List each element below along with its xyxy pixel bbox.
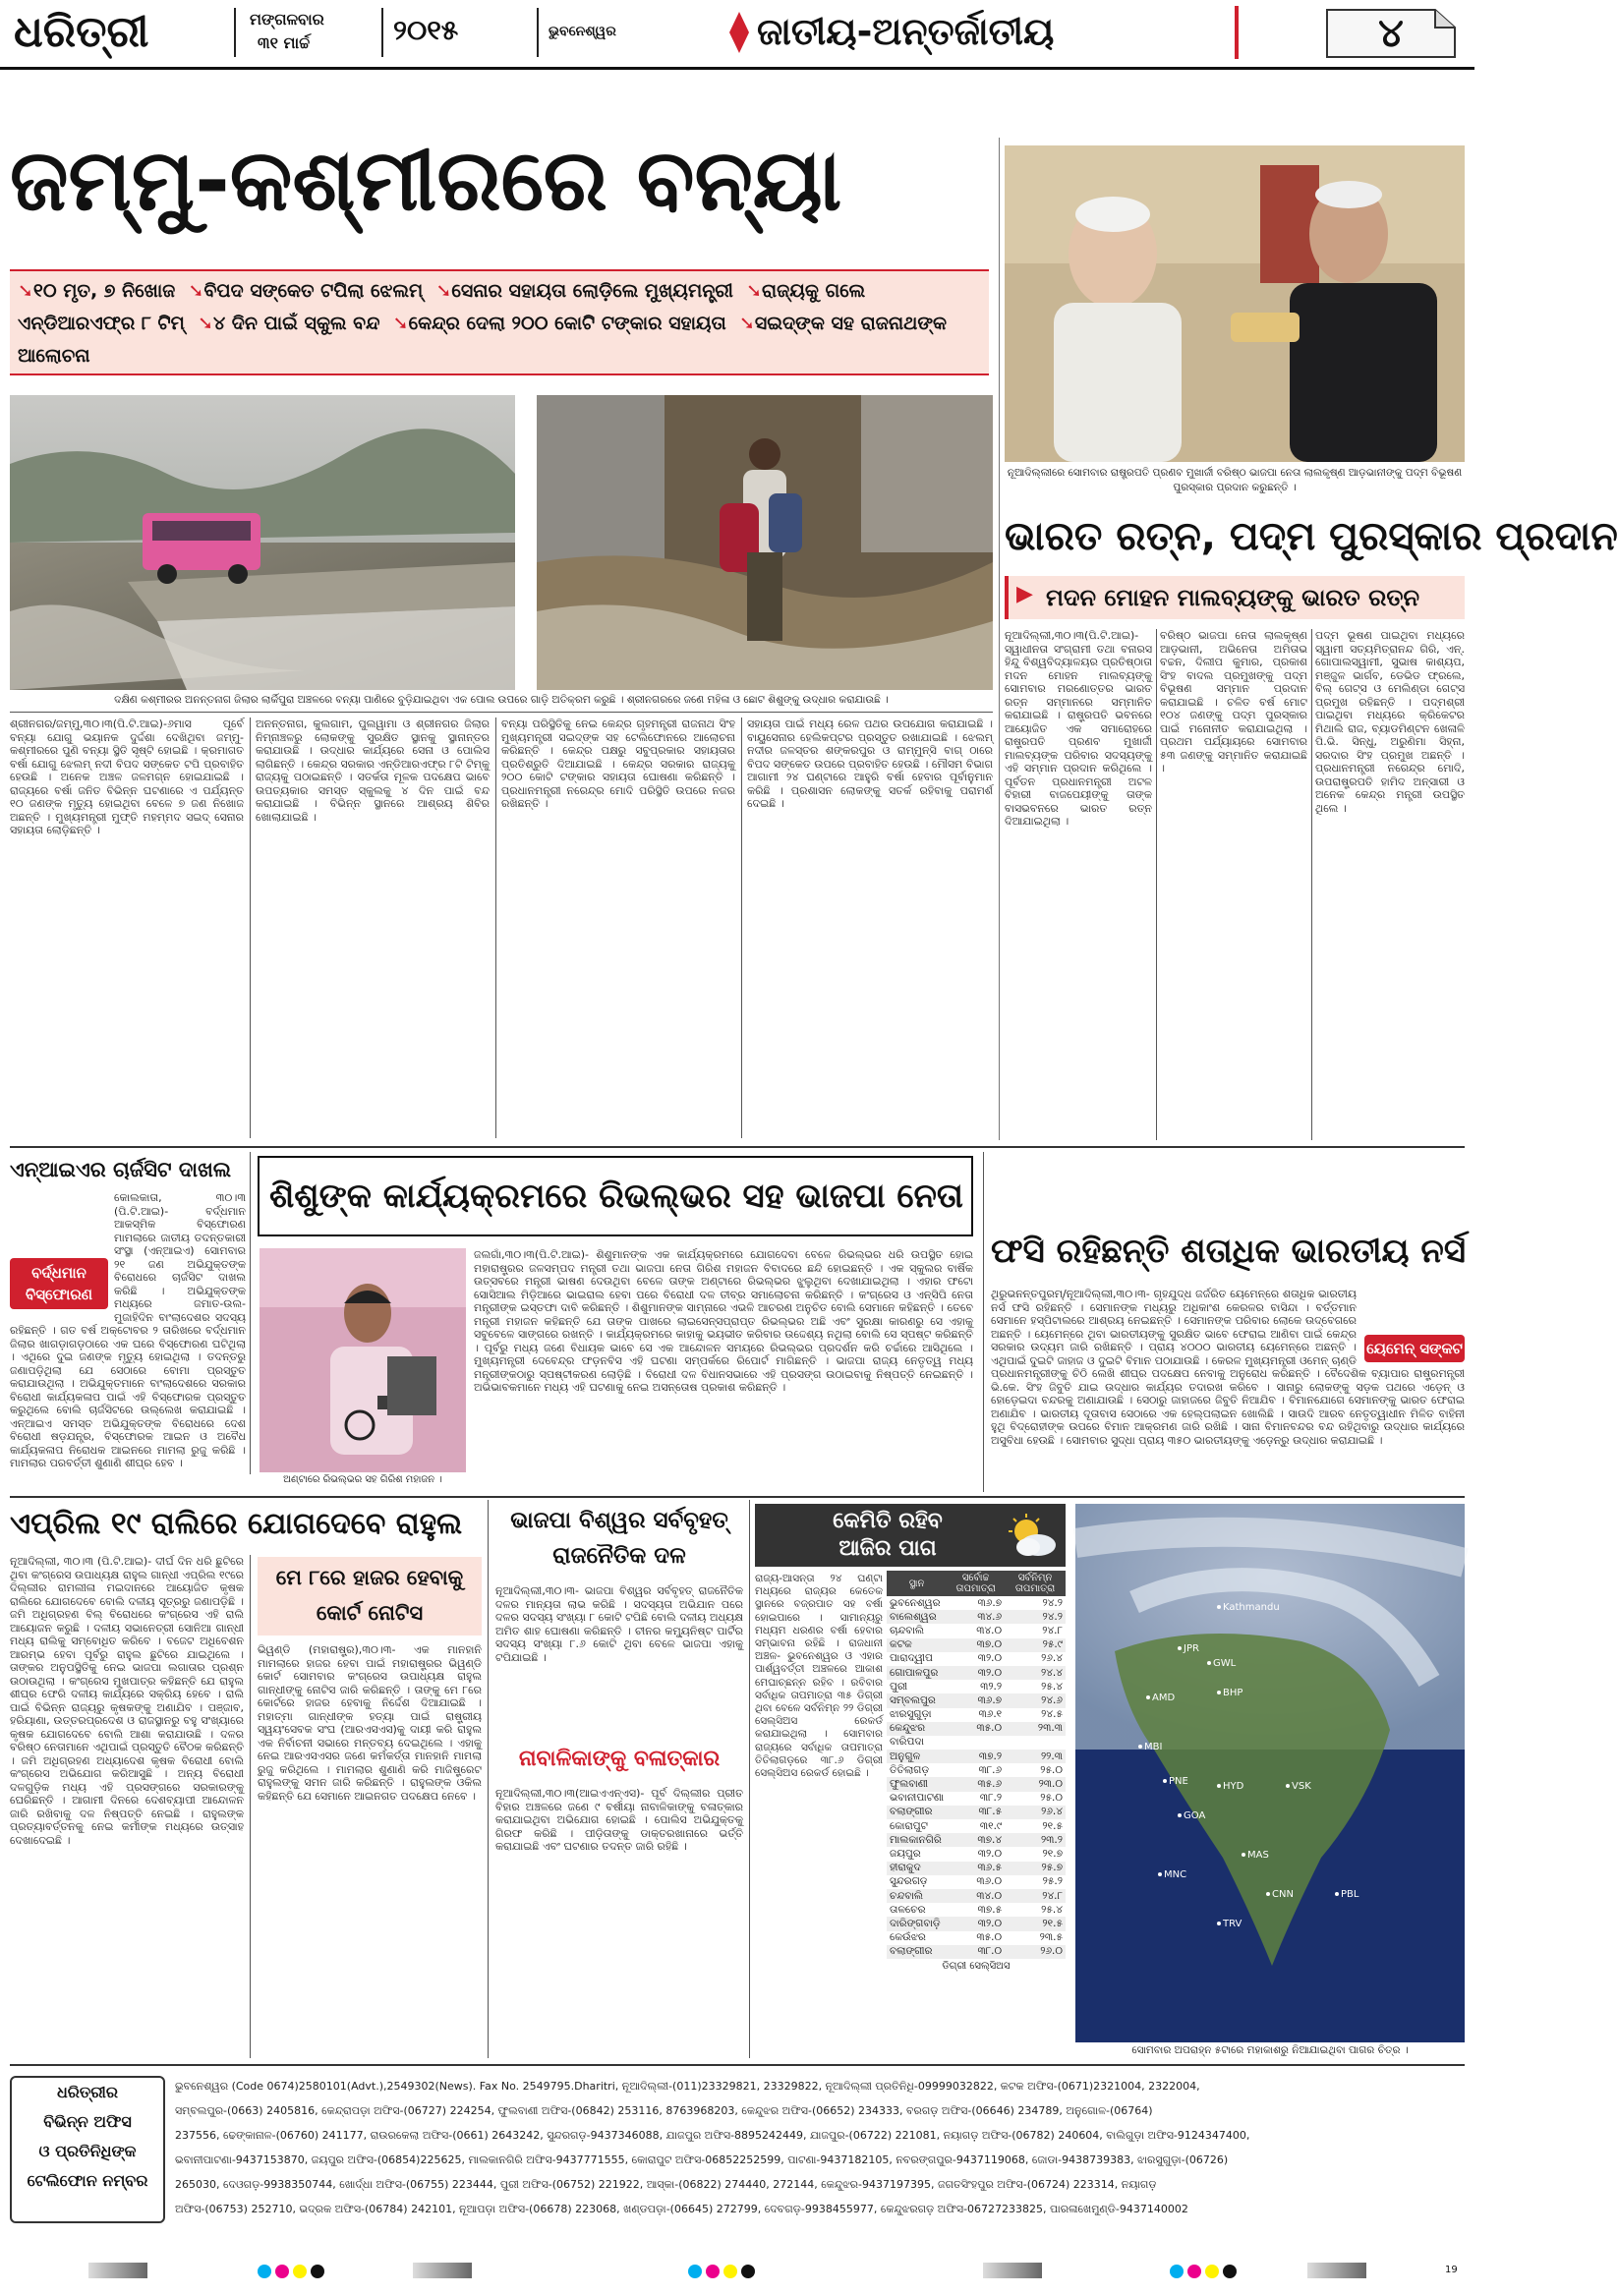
sun-cloud-icon (1007, 1512, 1058, 1559)
masthead-divider-3 (537, 8, 539, 57)
table-cell-min: ୨୬.୪ (1041, 1806, 1063, 1818)
lead-body-col-3: ବନ୍ୟା ପରିସ୍ଥିତିକୁ ନେଇ କେନ୍ଦ୍ର ଗୃହମନ୍ତ୍ରୀ ରାଜନାଥ ସିଂହ ମୁଖ୍ୟମନ୍ତ୍ରୀ ସଇଦ୍‌ଙ୍କ ସହ ଟେଲିଫୋନରେ ଆଲୋଚନା କରିଛନ୍ତି । କେନ୍ଦ୍ର ପକ୍ଷରୁ ସବୁପ୍ରକାର ସହାୟତାର ପ୍ରତିଶ୍ରୁତି ଦିଆଯାଇଛି । କେନ୍ଦ୍ର ସରକାର ରାଜ୍ୟକୁ ୨୦୦ କୋଟି ଟଙ୍କାର ସହାୟତା ଘୋଷଣା କରିଛନ୍ତି । ପ୍ରଧାନମନ୍ତ୍ରୀ ନରେନ୍ଦ୍ର ମୋଦି ପରିସ୍ଥିତି ଉପରେ ନଜର ରଖିଛନ୍ତି । (501, 718, 735, 810)
table-cell-max: ୩୬.୧ (978, 1708, 1003, 1721)
phone-line: ସମ୍ବଲପୁର-(0663) 2405816, କେନ୍ଦ୍ରାପଡ଼ା ଅଫିସ-(06727) 224254, ଫୁଲବାଣୀ ଅଫିସ-(06842) 253116, 8763968203, କେନ୍ଦୁଝର ଅଫିସ-(06652) 234333, ବରଗଡ଼ ଅଫିସ-(06646) 234789, ଅନୁଗୋଳ-(06764) (175, 2104, 1153, 2117)
print-number: 19 (1445, 2265, 1458, 2275)
map-city-dot (1266, 1892, 1270, 1896)
crime-headline: ନାବାଳିକାଙ୍କୁ ବଳାତ୍କାର (518, 1747, 721, 1771)
phone-line: ଭୁବନେଶ୍ୱର (Code 0674)2580101(Advt.),2549302(News). Fax No. 2549795.Dharitri, ନୂଆଦିଲ୍ଲୀ-(011)23329821, 23329822, ନୂଆଦିଲ୍ଲୀ ପ୍ରତିନିଧି-09999032822, କଟକ ଅଫିସ-(0671)2321004, 2322004, (175, 2080, 1200, 2093)
table-cell-max: ୩୮.୫ (978, 1806, 1003, 1818)
table-cell-max: ୩୨.୦ (977, 1666, 1003, 1679)
section-divider-horizontal (10, 1146, 1465, 1148)
table-row (887, 1624, 1066, 1637)
highlight-item: ➘୧୦ ମୃତ, ୭ ନିଖୋଜ (18, 280, 176, 302)
magenta-mark (1187, 2265, 1201, 2278)
advani-photo-caption (1005, 466, 1465, 499)
column-rule (983, 1152, 984, 1492)
lead-headline: ଜମ୍ମୁ-କଶ୍ମୀରରେ ବନ୍ୟା (10, 132, 842, 230)
table-cell-place: ବଲାଙ୍ଗୀର (890, 1806, 933, 1818)
table-row (887, 1666, 1066, 1680)
magenta-mark (706, 2265, 720, 2278)
table-cell-min: ୨୪.୨ (1042, 1610, 1063, 1623)
yellow-mark (293, 2265, 307, 2278)
column-rule (1311, 629, 1312, 1140)
table-row (887, 1847, 1066, 1861)
court-headline-line-2: କୋର୍ଟ ନୋଟିସ (316, 1601, 424, 1625)
advani-caption-text: ନୂଆଦିଲ୍ଲୀରେ ସୋମବାର ରାଷ୍ଟ୍ରପତି ପ୍ରଣବ ମୁଖାର୍ଜୀ ବରିଷ୍ଠ ଭାଜପା ନେତା ଲାଲକୃଷ୍ଣ ଆଡ଼ଭାନୀଙ୍କୁ ପଦ୍ମ ବିଭୂଷଣ ପୁରସ୍କାର ପ୍ରଦାନ କରୁଛନ୍ତି । (1007, 467, 1463, 493)
nurses-body (991, 1288, 1465, 1492)
column-rule (488, 1500, 489, 2058)
map-city-dot (1217, 1605, 1221, 1609)
masthead (0, 0, 1474, 65)
phone-line: 237556, ଢେଙ୍କାନାଳ-(06760) 241177, ରାଉରକେଲା ଅଫିସ-(0661) 2643242, ସୁନ୍ଦରଗଡ଼-9437346088, ଯାଜପୁର ଅଫିସ-8895242449, ଯାଜପୁର-(06722) 221081, ନୟାଗଡ଼ ଅଫିସ-(06782) 240604, ବାଲିଗୁଡ଼ା ଅଫିସ-9124347400, (175, 2129, 1250, 2142)
table-cell-min: ୨୫.୦ (1040, 1763, 1063, 1776)
weather-table (887, 1571, 1066, 2058)
table-row (887, 1903, 1066, 1917)
table-cell-place: ସମ୍ବଲପୁର (890, 1693, 936, 1706)
nurses-headline: ଫସି ରହିଛନ୍ତି ଶତାଧିକ ଭାରତୀୟ ନର୍ସ (991, 1232, 1467, 1271)
table-cell-min: ୨୩.୨ (1040, 1833, 1063, 1846)
map-city-dot (1217, 1922, 1221, 1925)
table-cell-max: ୩୭.୨ (978, 1750, 1003, 1762)
highlight-item: ➘ବିପଦ ସଙ୍କେତ ଟପିଲା ଝେଲମ୍ (188, 280, 424, 302)
highlight-item: ➘୪ ଦିନ ପାଇଁ ସ୍କୁଲ ବନ୍ଦ (198, 313, 380, 334)
table-cell-min: ୨୪.୪ (1040, 1666, 1063, 1679)
table-cell-place: ଭବାନୀପାଟଣା (890, 1792, 945, 1805)
footer-box (10, 2076, 165, 2223)
table-cell-place: କେନ୍ଦୁଝର (890, 1722, 926, 1735)
footer-box-line-1: ଧରିତ୍ରୀର (56, 2083, 119, 2101)
table-cell-place: ଭୁବନେଶ୍ୱର (890, 1596, 941, 1609)
map-city-dot (1178, 1646, 1182, 1650)
table-header-min: ସର୍ବନିମ୍ନ ତାପମାତ୍ରା (1005, 1571, 1066, 1596)
cyan-mark (1170, 2265, 1184, 2278)
crime-body: ନୂଆଦିଲ୍ଲୀ,୩୦।୩(ଆଇଏଏନ୍‌ଏସ)- ପୂର୍ବ ଦିଲ୍ଲୀର ପ୍ରୀତ ବିହାର ଅଞ୍ଚଳରେ ଜଣେ ୯ ବର୍ଷୀୟା ନାବାଳିକାଙ୍କୁ ବଳାତ୍କାର କରାଯାଇଥିବା ଅଭିଯୋଗ ହୋଇଛି । ପୋଲିସ ଅଭିଯୁକ୍ତକୁ ଗିରଫ କରିଛି । ପୀଡ଼ିତାଙ୍କୁ ଡାକ୍ତରଖାନାରେ ଭର୍ତ୍ତି କରାଯାଇଛି ଏବଂ ଘଟଣାର ତଦନ୍ତ ଜାରି ରହିଛି । (495, 1787, 743, 1853)
table-cell-place: ସୁନ୍ଦରଗଡ଼ (890, 1875, 928, 1888)
arrow-icon: ➘ (18, 280, 33, 302)
table-cell-min (1005, 1736, 1066, 1750)
table-cell-max: ୩୭.୫ (977, 1903, 1003, 1916)
map-city-dot (1163, 1779, 1167, 1783)
table-cell-max: ୩୪.୦ (976, 1889, 1003, 1902)
arrow-icon: ➘ (738, 313, 755, 334)
satellite-caption: ସୋମବାର ଅପରାହ୍ନ ୫ଟାରେ ମହାକାଶରୁ ନିଆଯାଇଥିବା ପାଗର ଚିତ୍ର । (1131, 2044, 1409, 2056)
table-cell-max: ୩୬.୫ (977, 1862, 1003, 1874)
table-row (887, 1833, 1066, 1847)
column-rule (495, 718, 496, 1138)
table-cell-place: ପାରାଦ୍ୱୀପ (890, 1652, 933, 1665)
court-headline-line-1: ମେ ୮ରେ ହାଜର ହେବାକୁ (275, 1566, 464, 1589)
table-cell-place: ହୀରାକୁଦ (890, 1862, 921, 1874)
issue-day: ମଙ୍ଗଳବାର (250, 10, 324, 29)
table-cell-place: ଜୟପୁର (890, 1847, 921, 1860)
section-icon (729, 12, 749, 53)
table-cell-max: ୩୪.୦ (976, 1624, 1003, 1636)
table-cell-place: ଦାରିଙ୍ଗବାଡ଼ି (890, 1917, 941, 1929)
section-title: ଜାତୀୟ-ଅନ୍ତର୍ଜାତୀୟ (757, 10, 1055, 53)
magenta-mark (275, 2265, 289, 2278)
map-city-dot (1242, 1853, 1245, 1857)
phone-line: 265030, ଦେଓଗଡ଼-9938350744, ଖୋର୍ଦ୍ଧା ଅଫିସ-(06755) 223444, ପୁରୀ ଅଫିସ-(06752) 221922, ଆସ୍କା-(06822) 274440, 272144, କେନ୍ଦୁଝର-9437197395, ଜଗତସିଂହପୁର ଅଫିସ-(06724) 223314, ନୟାଗଡ଼ (175, 2178, 1157, 2191)
column-rule (1156, 629, 1157, 1140)
table-cell-max: ୩୭.୦ (976, 1638, 1003, 1651)
satellite-weather-map (1075, 1504, 1465, 2042)
table-row (887, 1777, 1066, 1791)
rahul-headline: ଏପ୍ରିଲ ୧୯ ରାଲିରେ ଯୋଗଦେବେ ରାହୁଲ (10, 1507, 463, 1541)
lead-highlights-box (10, 269, 989, 375)
map-city-label: MAS (1247, 1850, 1269, 1861)
flood-bridge-photo (10, 395, 515, 690)
table-cell-place: ଅନୁଗୁଳ (890, 1750, 921, 1762)
map-city-label: MNC (1164, 1869, 1187, 1880)
court-headline-box (258, 1557, 482, 1636)
table-cell-min: ୨୫.୯ (1042, 1638, 1063, 1651)
table-cell-max: ୩୫.୬ (977, 1778, 1003, 1791)
grey-scale-bar (1307, 2263, 1366, 2278)
column-rule (741, 718, 742, 1138)
lead-body-col-2: ଅନନ୍ତନାଗ, କୁଲଗାମ, ପୁଲୱାମା ଓ ଶ୍ରୀନଗର ଜିଲାର ନିମ୍ନାଞ୍ଚଳରୁ ଲୋକଙ୍କୁ ସୁରକ୍ଷିତ ସ୍ଥାନକୁ ସ୍ଥାନାନ୍ତର କରାଯାଉଛି । ଉଦ୍ଧାର କାର୍ଯ୍ୟରେ ସେନା ଓ ପୋଲିସ ଲାଗିଛନ୍ତି । କେନ୍ଦ୍ର ସରକାର ଏନ୍‌ଡିଆରଏଫ୍‌ର ୮ଟି ଟିମ୍‌କୁ ରାଜ୍ୟକୁ ପଠାଇଛନ୍ତି । ସତର୍କତା ମୂଳକ ପଦକ୍ଷେପ ଭାବେ ଉପତ୍ୟକାର ସମସ୍ତ ସ୍କୁଲକୁ ୪ ଦିନ ପାଇଁ ବନ୍ଦ କରାଯାଇଛି । ବିଭିନ୍ନ ସ୍ଥାନରେ ଆଶ୍ରୟ ଶିବିର ଖୋଲାଯାଇଛି । (256, 718, 490, 824)
table-cell-place: ବାରିପଦା (890, 1736, 924, 1749)
rescue-photo (537, 395, 993, 690)
masthead-divider-2 (381, 8, 383, 57)
table-row (887, 1708, 1066, 1722)
table-cell-place: ତିତିଲାଗଡ଼ (890, 1763, 930, 1776)
table-cell-max: ୩୧.୯ (979, 1819, 1003, 1832)
table-row (887, 1680, 1066, 1693)
award-ceremony-photo (1005, 145, 1465, 462)
temperature-unit-note: ଡିଗ୍ରୀ ସେଲ୍‌ସିଅସ (942, 1960, 1011, 1972)
table-header-max: ସର୍ବୋଚ୍ଚ ତାପମାତ୍ରା (947, 1571, 1005, 1596)
black-mark (1223, 2265, 1237, 2278)
weather-title-line-1: କେମିତି ରହିବ (833, 1509, 943, 1533)
subhead-arrow-icon: ▶ (1016, 582, 1033, 606)
table-cell-place: ଚନ୍ଦବାଲି (890, 1889, 924, 1902)
grey-scale-bar (413, 2263, 472, 2278)
table-row (887, 1610, 1066, 1624)
black-mark (311, 2265, 324, 2278)
temperature-table (887, 1571, 1066, 1959)
section-divider-horizontal (10, 1496, 1465, 1498)
weather-forecast-text: ରାଜ୍ୟ-ଆସନ୍ତା ୨୪ ଘଣ୍ଟା ମଧ୍ୟରେ ରାଜ୍ୟର କେତେକ ସ୍ଥାନରେ ବଜ୍ରପାତ ସହ ବର୍ଷା ହୋଇପାରେ । ସାମାନ୍ୟରୁ ମଧ୍ୟମ ଧରଣର ବର୍ଷା ହେବାର ସମ୍ଭାବନା ରହିଛି । ରାଜଧାନୀ ଅଞ୍ଚଳ- ଭୁବନେଶ୍ୱର ଓ ଏହାର ପାର୍ଶ୍ୱବର୍ତ୍ତୀ ଅଞ୍ଚଳରେ ଆକାଶ ମେଘାଚ୍ଛନ୍ନ ରହିବ । ରବିବାର ସର୍ବାଧିକ ତାପମାତ୍ରା ୩୫ ଡିଗ୍ରୀ ଥିବା ବେଳେ ସର୍ବନିମ୍ନ ୨୨ ଡିଗ୍ରୀ ସେଲ୍‌ସିଅସ ରେକର୍ଡ କରାଯାଇଥିଲା । ସୋମବାର ରାଜ୍ୟରେ ସର୍ବାଧିକ ତାପମାତ୍ରା ତିତିଲାଗଡ଼ରେ ୩୮.୬ ଡିଗ୍ରୀ ସେଲ୍‌ସିଅସ ରେକର୍ଡ ହୋଇଛି । (755, 1573, 883, 1780)
lead-body-col-4: ସହାୟତା ପାଇଁ ମଧ୍ୟ ରେଳ ପଥର ଉପଯୋଗ କରାଯାଇଛି । ବାୟୁସେନାର ହେଲିକପ୍ଟର ପ୍ରସ୍ତୁତ ରଖାଯାଇଛି । ଝେଲମ୍ ନଦୀର ଜଳସ୍ତର ଶଙ୍କରପୁର ଓ ରାମ୍‌ମୁନ୍ସି ବାଗ୍ ଠାରେ ବିପଦ ସଙ୍କେତ ଉପରେ ପ୍ରବାହିତ ହେଉଛି । ମୌସମ ବିଭାଗ ଆଗାମୀ ୨୪ ଘଣ୍ଟାରେ ଆହୁରି ବର୍ଷା ହେବାର ପୂର୍ବାନୁମାନ କରିଛି । ପ୍ରଶାସନ ଲୋକଙ୍କୁ ସତର୍କ ରହିବାକୁ ପରାମର୍ଶ ଦେଇଛି । (747, 718, 993, 810)
masthead-red-bar (1235, 6, 1239, 59)
grey-scale-bar (88, 2263, 147, 2278)
table-cell-min: ୨୪.୮ (1042, 1624, 1063, 1636)
table-cell-max (947, 1736, 1005, 1750)
table-cell-min: ୨୨.୩ (1040, 1750, 1063, 1762)
table-cell-place: ଗୋପାଳପୁର (890, 1666, 939, 1679)
arrow-icon: ➘ (198, 313, 214, 334)
table-cell-place: ବଲାଙ୍ଗୀର (890, 1945, 933, 1958)
page-number-box (1317, 4, 1465, 63)
table-cell-place: କେଉଁଝର (890, 1931, 926, 1944)
table-cell-min: ୨୬.୦ (1040, 1945, 1063, 1958)
rahul-body: ନୂଆଦିଲ୍ଲୀ, ୩୦।୩ (ପି.ଟି.ଆଇ)- ଦୀର୍ଘ ଦିନ ଧରି ଛୁଟିରେ ଥିବା କଂଗ୍ରେସ ଉପାଧ୍ୟକ୍ଷ ରାହୁଲ ଗାନ୍ଧୀ ଏପ୍ରିଲ ୧୯ରେ ଦିଲ୍ଲୀର ରାମଲୀଳା ମଇଦାନରେ ଆୟୋଜିତ କୃଷକ ରାଲିରେ ଯୋଗଦେବେ ବୋଲି ଦଳୀୟ ସୂତ୍ରରୁ ଜଣାପଡ଼ିଛି । ଜମି ଅଧିଗ୍ରହଣ ବିଲ୍ ବିରୋଧରେ କଂଗ୍ରେସ ଏହି ରାଲି ଆୟୋଜନ କରୁଛି । ଦଳୀୟ ସଭାନେତ୍ରୀ ସୋନିଆ ଗାନ୍ଧୀ ମଧ୍ୟ ରାଲିକୁ ସମ୍ବୋଧିତ କରିବେ । ବଜେଟ ଅଧିବେଶନ ଆରମ୍ଭ ହେବା ପୂର୍ବରୁ ରାହୁଲ ଛୁଟିରେ ଯାଇଥିଲେ । ତାଙ୍କର ଅନୁପସ୍ଥିତିକୁ ନେଇ ଭାଜପା ଲଗାତାର ପ୍ରଶ୍ନ ଉଠାଉଥିଲା । କଂଗ୍ରେସ ମୁଖପାତ୍ର କହିଛନ୍ତି ଯେ ରାହୁଲ ଶୀଘ୍ର ଫେରି ଦଳୀୟ କାର୍ଯ୍ୟରେ ସକ୍ରିୟ ହେବେ । ରାଲି ପାଇଁ ବିଭିନ୍ନ ରାଜ୍ୟରୁ କୃଷକଙ୍କୁ ଅଣାଯିବ । ପଞ୍ଜାବ, ହରିୟାଣା, ଉତ୍ତରପ୍ରଦେଶ ଓ ରାଜସ୍ଥାନରୁ ବହୁ ସଂଖ୍ୟାରେ କୃଷକ ଯୋଗଦେବେ ବୋଲି ଆଶା କରାଯାଉଛି । ଦଳର ବରିଷ୍ଠ ନେତାମାନେ ଏଥିପାଇଁ ପ୍ରସ୍ତୁତି ବୈଠକ କରିଛନ୍ତି । ଜମି ଅଧିଗ୍ରହଣ ଅଧ୍ୟାଦେଶ କୃଷକ ବିରୋଧୀ ବୋଲି କଂଗ୍ରେସ ଅଭିଯୋଗ କରିଆସୁଛି । ଅନ୍ୟ ବିରୋଧୀ ଦଳଗୁଡ଼ିକ ମଧ୍ୟ ଏହି ପ୍ରସଙ୍ଗରେ ସରକାରଙ୍କୁ ଘେରିଛନ୍ତି । ଆଗାମୀ ଦିନରେ ଦେଶବ୍ୟାପୀ ଆନ୍ଦୋଳନ ଜାରି ରଖିବାକୁ ଦଳ ନିଷ୍ପତ୍ତି ନେଇଛି । ରାହୁଲଙ୍କ ପ୍ରତ୍ୟାବର୍ତ୍ତନକୁ ନେଇ କର୍ମୀଙ୍କ ମଧ୍ୟରେ ଉତ୍ସାହ ଦେଖାଦେଇଛି । (10, 1555, 244, 1847)
column-rule (250, 1152, 251, 1474)
minister-photo (260, 1248, 466, 1472)
table-cell-place: ତାଳଚେର (890, 1903, 926, 1916)
table-cell-min: ୨୧.୭ (1042, 1847, 1063, 1860)
nurses-body-text: ଥିରୁଭନନ୍ତପୁରମ୍/ନୂଆଦିଲ୍ଲୀ,୩୦।୩- ଗୃହଯୁଦ୍ଧ ଜର୍ଜରିତ ୟେମେନ୍‌ରେ ଶତାଧିକ ଭାରତୀୟ ନର୍ସ ଫସି ରହିଛନ୍ତି । ସେମାନଙ୍କ ମଧ୍ୟରୁ ଅଧିକାଂଶ କେରଳର ବାସିନ୍ଦା । ବର୍ତ୍ତମାନ ସେମାନେ ହସ୍ପିଟାଲରେ ଆଶ୍ରୟ ନେଇଛନ୍ତି । ସେମାନଙ୍କ ପରିବାର ଲୋକେ ଉଦ୍‌ବେଗରେ ଅଛନ୍ତି । ୟେମେନ୍‌ରେ ଥିବା ଭାରତୀୟଙ୍କୁ ସୁରକ୍ଷିତ ଭାବେ ଫେରାଇ ଆଣିବା ପାଇଁ କେନ୍ଦ୍ର ସରକାର ଉଦ୍ୟମ ଜାରି ରଖିଛନ୍ତି । ପ୍ରାୟ ୪୦୦୦ ଭାରତୀୟ ୟେମେନ୍‌ରେ ଅଛନ୍ତି । ଏଥିପାଇଁ ଦୁଇଟି ଜାହାଜ ଓ ଦୁଇଟି ବିମାନ ପଠାଯାଉଛି । କେରଳ ମୁଖ୍ୟମନ୍ତ୍ରୀ ଓମେନ୍ ଚାଣ୍ଡି ପ୍ରଧାନମନ୍ତ୍ରୀଙ୍କୁ ଚିଠି ଲେଖି ଶୀଘ୍ର ପଦକ୍ଷେପ ନେବାକୁ ଅନୁରୋଧ କରିଛନ୍ତି । ବୈଦେଶିକ ବ୍ୟାପାର ରାଷ୍ଟ୍ରମନ୍ତ୍ରୀ ଭି.କେ. ସିଂହ ଜିବୁତି ଯାଇ ଉଦ୍ଧାର କାର୍ଯ୍ୟର ତଦାରଖ କରିବେ । ସାନାରୁ ଲୋକଙ୍କୁ ସଡ଼କ ପଥରେ ଏଡ଼େନ୍ ଓ ହୋଡ଼େଇଦା ବନ୍ଦରକୁ ଅଣାଯାଉଛି । ସେଠାରୁ ଜାହାଜରେ ଜିବୁତି ନିଆଯିବ । ବିମାନଯୋଗେ ସେମାନଙ୍କୁ ଭାରତ ଫେରାଇ ଅଣାଯିବ । ଭାରତୀୟ ଦୂତାବାସ ସେଠାରେ ଏକ ହେଲ୍ପଲାଇନ ଖୋଲିଛି । ସାଉଦି ଆରବ ନେତୃତ୍ୱାଧୀନ ମିଳିତ ବାହିନୀ ହୁଥି ବିଦ୍ରୋହୀଙ୍କ ଉପରେ ବିମାନ ଆକ୍ରମଣ ଜାରି ରଖିଛି । ସାନା ବିମାନବନ୍ଦର ବନ୍ଦ ରହିଥିବାରୁ ଉଦ୍ଧାର କାର୍ଯ୍ୟରେ ଅସୁବିଧା ହେଉଛି । ସୋମବାର ସୁଦ୍ଧା ପ୍ରାୟ ୩୫୦ ଭାରତୀୟଙ୍କୁ ଏଡ଼େନ୍‌ରୁ ଉଦ୍ଧାର କରାଯାଇଛି । (991, 1288, 1465, 1447)
table-cell-min: ୨୫.୦ (1040, 1792, 1063, 1805)
table-cell-min: ୨୪.୬ (1041, 1693, 1063, 1706)
column-rule (749, 1500, 750, 2058)
table-cell-place: ବାଲେଶ୍ୱର (890, 1610, 937, 1623)
table-cell-max: ୩୪.୬ (977, 1610, 1003, 1623)
table-cell-max: ୩୨.୦ (977, 1847, 1003, 1860)
map-city-dot (1217, 1691, 1221, 1694)
column-rule (250, 718, 251, 1138)
bharat-ratna-body-col-2: ବରିଷ୍ଠ ଭାଜପା ନେତା ଲାଲକୃଷ୍ଣ ଆଡ଼ଭାନୀ, ଅଭିନେତା ଅମିତାଭ ବଚ୍ଚନ, ଦିଲୀପ କୁମାର, ପ୍ରକାଶ ସିଂହ ବାଦଲ ପ୍ରମୁଖଙ୍କୁ ପଦ୍ମ ବିଭୂଷଣ ସମ୍ମାନ ପ୍ରଦାନ କରାଯାଇଛି । ଚଳିତ ବର୍ଷ ମୋଟ ୧୦୪ ଜଣଙ୍କୁ ପଦ୍ମ ପୁରସ୍କାର ପାଇଁ ମନୋନୀତ କରାଯାଇଥିଲା । ପ୍ରଥମ ପର୍ଯ୍ୟାୟରେ ସୋମବାର ୫୩ ଜଣଙ୍କୁ ସମ୍ମାନିତ କରାଯାଇଛି । (1160, 629, 1307, 775)
table-cell-place: କଟକ (890, 1638, 912, 1651)
map-city-label: PBL (1341, 1889, 1359, 1900)
lead-body-col-1: ଶ୍ରୀନଗର/ଜମ୍ମୁ,୩୦।୩(ପି.ଟି.ଆଇ)-୬ମାସ ପୂର୍ବେ ବନ୍ୟା ଯୋଗୁ ଭୟାନକ ଦୁର୍ଦ୍ଦଶା ଦେଖିଥିବା ଜମ୍ମୁ-କଶ୍ମୀରରେ ପୁଣି ବନ୍ୟା ସ୍ଥିତି ସୃଷ୍ଟି ହୋଇଛି । କ୍ରମାଗତ ବର୍ଷା ଯୋଗୁ ଝେଲମ୍ ନଦୀ ବିପଦ ସଙ୍କେତ ଟପି ପ୍ରବାହିତ ହେଉଛି । ଅନେକ ଅଞ୍ଚଳ ଜଳମଗ୍ନ ହୋଇଯାଇଛି । ରାଜ୍ୟରେ ବର୍ଷା ଜନିତ ବିଭିନ୍ନ ଘଟଣାରେ ଏ ପର୍ଯ୍ୟନ୍ତ ୧୦ ଜଣଙ୍କ ମୃତ୍ୟୁ ହୋଇଥିବା ବେଳେ ୭ ଜଣ ନିଖୋଜ ଅଛନ୍ତି । ମୁଖ୍ୟମନ୍ତ୍ରୀ ମୁଫ୍ତି ମହମ୍ମଦ ସଇଦ୍ ସେନାର ସହାୟତା ଲୋଡ଼ିଛନ୍ତି । (10, 718, 244, 836)
table-row (887, 1875, 1066, 1889)
revolver-headline: ଶିଶୁଙ୍କ କାର୍ଯ୍ୟକ୍ରମରେ ରିଭଲ୍‌ଭର ସହ ଭାଜପା ନେତା (269, 1177, 963, 1216)
phone-line: ଭବାନୀପାଟଣା-9437153870, ଜୟପୁର ଅଫିସ-(06854)225625, ମାଲକାନଗିରି ଅଫିସ-9437771555, କୋରାପୁଟ ଅଫିସ-06852252599, ପାଟଣା-9437182105, ନବରଙ୍ଗପୁର-9437119068, ଜୋଡା-9438739383, ଝାରସୁଗୁଡ଼ା-(06726) (175, 2153, 1229, 2166)
bjp-headline-line-1: ଭାଜପା ବିଶ୍ୱର ସର୍ବବୃହତ୍ (510, 1508, 728, 1533)
table-cell-max: ୩୫.୦ (976, 1931, 1003, 1944)
map-city-label: VSK (1292, 1781, 1311, 1792)
section-divider-vertical (999, 138, 1000, 1140)
arrow-icon: ➘ (188, 280, 204, 302)
table-cell-max: ୩୮.୬ (978, 1763, 1003, 1776)
table-cell-min: ୨୬.୪ (1041, 1652, 1063, 1665)
issue-year: ୨୦୧୫ (393, 14, 459, 46)
map-city-dot (1146, 1695, 1150, 1699)
table-header-place: ସ୍ଥାନ (887, 1571, 947, 1596)
column-rule (250, 1555, 251, 2058)
table-row (887, 1931, 1066, 1945)
map-city-dot (1138, 1745, 1142, 1749)
table-cell-max: ୩୭.୪ (977, 1833, 1003, 1846)
bharat-ratna-subhead: ମଦନ ମୋହନ ମାଲବ୍ୟଙ୍କୁ ଭାରତ ରତ୍ନ (1046, 584, 1419, 611)
table-cell-min: ୨୪.୮ (1042, 1889, 1063, 1902)
map-city-label: TRV (1223, 1919, 1242, 1929)
registration-marks (0, 2253, 1474, 2292)
revolver-photo-caption: ଅଣ୍ଟାରେ ରିଭଲ୍‌ଭର ସହ ଗିରିଶ ମହାଜନ । (283, 1474, 442, 1485)
table-cell-min: ୨୫.୭ (1041, 1862, 1063, 1874)
lead-caption-rule (10, 712, 993, 713)
nia-body-text: କୋଲକାତା, ୩୦।୩ (ପି.ଟି.ଆଇ)- ବର୍ଦ୍ଧମାନ ଆକସ୍ମିକ ବିସ୍ଫୋରଣ ମାମଲାରେ ଜାତୀୟ ତଦନ୍ତକାରୀ ସଂସ୍ଥା (ଏନ୍‌ଆଇଏ) ସୋମବାର ୨୧ ଜଣ ଅଭିଯୁକ୍ତଙ୍କ ବିରୋଧରେ ଚାର୍ଜସିଟ ଦାଖଲ କରିଛି । ଅଭିଯୁକ୍ତଙ୍କ ମଧ୍ୟରେ ଜମାତ-ଉଲ-ମୁଜାହିଦିନ ବାଂଲାଦେଶର ସଦସ୍ୟ ରହିଛନ୍ତି । ଗତ ବର୍ଷ ଅକ୍ଟୋବର ୨ ତାରିଖରେ ବର୍ଦ୍ଧମାନ ଜିଲାର ଖାଗଡ଼ାଗଡ଼ଠାରେ ଏକ ଘରେ ବିସ୍ଫୋରଣ ଘଟିଥିଲା । ଏଥିରେ ଦୁଇ ଜଣଙ୍କ ମୃତ୍ୟୁ ହୋଇଥିଲା । ତଦନ୍ତରୁ ଜଣାପଡ଼ିଥିଲା ଯେ ସେଠାରେ ବୋମା ପ୍ରସ୍ତୁତ କରାଯାଉଥିଲା । ଅଭିଯୁକ୍ତମାନେ ବାଂଲାଦେଶରେ ସରକାର ବିରୋଧୀ କାର୍ଯ୍ୟକଳାପ ପାଇଁ ଏହି ବିସ୍ଫୋରକ ପ୍ରସ୍ତୁତ କରୁଥିଲେ ବୋଲି ଚାର୍ଜସିଟରେ ଉଲ୍ଲେଖ କରାଯାଇଛି । ଏନ୍‌ଆଇଏ ସମସ୍ତ ଅଭିଯୁକ୍ତଙ୍କ ବିରୋଧରେ ଦେଶ ବିରୋଧୀ ଷଡ଼ଯନ୍ତ୍ର, ବିସ୍ଫୋରକ ଆଇନ ଓ ଅବୈଧ କାର୍ଯ୍ୟକଳାପ ନିରୋଧକ ଆଇନରେ ମାମଲା ରୁଜୁ କରିଛି । ମାମଲାର ପରବର୍ତ୍ତୀ ଶୁଣାଣି ଶୀଘ୍ର ହେବ । (10, 1191, 246, 1469)
section-divider-horizontal (10, 2064, 1465, 2066)
table-row (887, 1596, 1066, 1610)
footer-box-line-4: ଟେଲିଫୋନ ନମ୍ବର (27, 2171, 148, 2190)
table-cell-max: ୩୮.୦ (977, 1945, 1003, 1958)
map-city-dot (1207, 1661, 1211, 1665)
cyan-mark (688, 2265, 702, 2278)
map-city-label: GWL (1213, 1658, 1237, 1669)
highlight-item: ➘ସଇଦ୍‌ଙ୍କ ସହ ରାଜନାଥଙ୍କ ଆଲୋଚନା (18, 313, 948, 367)
table-cell-place: ଝାରସୁଗୁଡ଼ା (890, 1708, 932, 1721)
bjp-headline-line-2: ରାଜନୈତିକ ଦଳ (552, 1543, 686, 1569)
newspaper-logo: ଧରିତ୍ରୀ (14, 7, 149, 57)
weather-title-box (755, 1504, 1066, 1567)
yellow-mark (723, 2265, 737, 2278)
highlight-item: ➘ସେନାର ସହାୟତା ଲୋଡ଼ିଲେ ମୁଖ୍ୟମନ୍ତ୍ରୀ (435, 280, 733, 302)
nia-body (10, 1191, 246, 1474)
map-city-dot (1178, 1813, 1182, 1817)
bharat-ratna-headline: ଭାରତ ରତ୍ନ, ପଦ୍ମ ପୁରସ୍କାର ପ୍ରଦାନ (1005, 514, 1618, 559)
table-row (887, 1917, 1066, 1930)
table-cell-max: ୩୮.୨ (979, 1792, 1003, 1805)
nurses-tag: ୟେମେନ୍ ସଙ୍କଟ (1364, 1335, 1465, 1362)
table-cell-max: ୩୫.୦ (976, 1722, 1003, 1735)
lead-photo-caption: ଦକ୍ଷିଣ କଶ୍ମୀରର ଅନନ୍ତନାଗ ଜିଲାର ଲାର୍କିପୁରା ଅଞ୍ଚଳରେ ବନ୍ୟା ପାଣିରେ ବୁଡ଼ିଯାଇଥିବା ଏକ ପୋଲ ଉପରେ ଗାଡ଼ି ଅତିକ୍ରମ କରୁଛି । ଶ୍ରୀନଗରରେ ଜଣେ ମହିଳା ଓ ଛୋଟ ଶିଶୁଙ୍କୁ ଉଦ୍ଧାର କରାଯାଉଛି । (114, 694, 889, 706)
phone-line: ଅଫିସ-(06753) 252710, ଭଦ୍ରକ ଅଫିସ-(06784) 242101, ନୂଆପଡ଼ା ଅଫିସ-(06678) 223068, ଖଣ୍ଡପଡ଼ା-(06645) 272799, ଦେବଗଡ଼-9938455977, କେନ୍ଦୁଝରଗଡ଼ ଅଫିସ-06727233825, ପାରଳାଖେମୁଣ୍ଡି-9437140002 (175, 2203, 1188, 2215)
arrow-icon: ➘ (435, 280, 452, 302)
court-body: ଭିୱଣ୍ଡି (ମହାରାଷ୍ଟ୍ର),୩୦।୩- ଏକ ମାନହାନି ମାମଲାରେ ହାଜର ହେବା ପାଇଁ ମହାରାଷ୍ଟ୍ରର ଭିୱଣ୍ଡି କୋର୍ଟ ସୋମବାର କଂଗ୍ରେସ ଉପାଧ୍ୟକ୍ଷ ରାହୁଲ ଗାନ୍ଧୀଙ୍କୁ ନୋଟିସ ଜାରି କରିଛନ୍ତି । ତାଙ୍କୁ ମେ ୮ରେ କୋର୍ଟରେ ହାଜର ହେବାକୁ ନିର୍ଦ୍ଦେଶ ଦିଆଯାଇଛି । ମହାତ୍ମା ଗାନ୍ଧୀଙ୍କ ହତ୍ୟା ପାଇଁ ରାଷ୍ଟ୍ରୀୟ ସ୍ୱୟଂସେବକ ସଂଘ (ଆରଏସଏସ)କୁ ଦାୟୀ କରି ରାହୁଲ ଏକ ନିର୍ବାଚନୀ ସଭାରେ ମନ୍ତବ୍ୟ ଦେଇଥିଲେ । ଏହାକୁ ନେଇ ଆରଏସଏସର ଜଣେ କର୍ମକର୍ତ୍ତା ମାନହାନି ମାମଲା ରୁଜୁ କରିଥିଲେ । ମାମଲାର ଶୁଣାଣି କରି ମାଜିଷ୍ଟ୍ରେଟ ରାହୁଲଙ୍କୁ ସମନ ଜାରି କରିଛନ୍ତି । ରାହୁଲଙ୍କ ଓକିଲ କହିଛନ୍ତି ଯେ ସେମାନେ ଆଇନଗତ ପଦକ୍ଷେପ ନେବେ । (258, 1643, 482, 1803)
issue-date: ୩୧ ମାର୍ଚ୍ଚ (258, 33, 311, 52)
table-row (887, 1819, 1066, 1833)
map-city-label: AMD (1152, 1693, 1176, 1703)
table-row (887, 1652, 1066, 1666)
bharat-ratna-body-col-1: ନୂଆଦିଲ୍ଲୀ,୩୦।୩(ପି.ଟି.ଆଇ)- ସ୍ୱାଧୀନତା ସଂଗ୍ରାମୀ ତଥା ବନାରସ ହିନ୍ଦୁ ବିଶ୍ୱବିଦ୍ୟାଳୟର ପ୍ରତିଷ୍ଠାତା ମଦନ ମୋହନ ମାଲବ୍ୟଙ୍କୁ ସୋମବାର ମରଣୋତ୍ତର ଭାରତ ରତ୍ନ ସମ୍ମାନରେ ସମ୍ମାନିତ କରାଯାଇଛି । ରାଷ୍ଟ୍ରପତି ଭବନରେ ଆୟୋଜିତ ଏକ ସମାରୋହରେ ରାଷ୍ଟ୍ରପତି ପ୍ରଣବ ମୁଖାର୍ଜୀ ମାଲବ୍ୟଙ୍କ ପରିବାର ସଦସ୍ୟଙ୍କୁ ଏହି ସମ୍ମାନ ପ୍ରଦାନ କରିଥିଲେ । ପୂର୍ବତନ ପ୍ରଧାନମନ୍ତ୍ରୀ ଅଟଳ ବିହାରୀ ବାଜପେୟୀଙ୍କୁ ତାଙ୍କ ବାସଭବନରେ ଭାରତ ରତ୍ନ ଦିଆଯାଇଥିଲା । (1005, 629, 1152, 828)
map-city-label: GOA (1184, 1810, 1206, 1821)
table-row (887, 1945, 1066, 1959)
issue-city: ଭୁବନେଶ୍ୱର (549, 24, 616, 39)
masthead-divider-1 (234, 8, 236, 57)
map-city-dot (1217, 1784, 1221, 1788)
table-cell-place: ଫୁଲବାଣୀ (890, 1778, 928, 1791)
table-cell-place: ମାଲକାନଗିରି (890, 1833, 942, 1846)
weather-title-line-2: ଆଜିର ପାଗ (838, 1536, 937, 1561)
table-cell-min: ୨୪.୨ (1042, 1596, 1063, 1609)
table-cell-place: ପୁରୀ (890, 1680, 908, 1693)
table-row (887, 1889, 1066, 1903)
table-cell-min: ୨୪.୫ (1041, 1708, 1063, 1721)
nia-headline: ଏନ୍‌ଆଇଏର ଚାର୍ଜସିଟ ଦାଖଲ (10, 1158, 232, 1181)
table-row (887, 1763, 1066, 1777)
table-row (887, 1862, 1066, 1875)
table-row (887, 1722, 1066, 1736)
map-city-label: CNN (1272, 1889, 1294, 1900)
highlights-list (18, 275, 981, 373)
arrow-icon: ➘ (746, 280, 762, 302)
table-cell-max: ୩୨.୦ (977, 1917, 1003, 1929)
revolver-body: ଜଲଗାଁ,୩୦।୩(ପି.ଟି.ଆଇ)- ଶିଶୁମାନଙ୍କ ଏକ କାର୍ଯ୍ୟକ୍ରମରେ ଯୋଗଦେବା ବେଳେ ରିଭଲ୍‌ଭର ଧରି ଉପସ୍ଥିତ ହୋଇ ମହାରାଷ୍ଟ୍ରର ଜଳସମ୍ପଦ ମନ୍ତ୍ରୀ ତଥା ଭାଜପା ନେତା ଗିରିଶ ମହାଜନ ବିବାଦରେ ଛନ୍ଦି ହୋଇଛନ୍ତି । ଏକ ସ୍କୁଲର ବାର୍ଷିକ ଉତ୍ସବରେ ମନ୍ତ୍ରୀ ଭାଷଣ ଦେଉଥିବା ବେଳେ ତାଙ୍କ ଅଣ୍ଟାରେ ରିଭଲ୍‌ଭର ଝୁଲୁଥିବା ଦେଖାଯାଇଥିଲା । ଏହାର ଫଟୋ ସୋସିଆଲ ମିଡ଼ିଆରେ ଭାଇରାଲ ହେବା ପରେ ବିରୋଧୀ ଦଳ ତୀବ୍ର ସମାଲୋଚନା କରିଛନ୍ତି । କଂଗ୍ରେସ ଓ ଏନ୍‌ସିପି ନେତା ମନ୍ତ୍ରୀଙ୍କ ଇସ୍ତଫା ଦାବି କରିଛନ୍ତି । ଶିଶୁମାନଙ୍କ ସାମ୍ନାରେ ଏଭଳି ଆଚରଣ ଅନୁଚିତ ବୋଲି ସେମାନେ କହିଛନ୍ତି । ତେବେ ମନ୍ତ୍ରୀ ମହାଜନ କହିଛନ୍ତି ଯେ ତାଙ୍କ ପାଖରେ ଲାଇସେନ୍ସପ୍ରାପ୍ତ ରିଭଲ୍‌ଭର ଅଛି ଏବଂ ସୁରକ୍ଷା କାରଣରୁ ସେ ଏହାକୁ ସବୁବେଳେ ସାଙ୍ଗରେ ରଖନ୍ତି । କାର୍ଯ୍ୟକ୍ରମରେ କାହାକୁ ଭୟଭୀତ କରିବାର ଉଦ୍ଦେଶ୍ୟ ନଥିଲା ବୋଲି ସେ ସ୍ପଷ୍ଟ କରିଛନ୍ତି । ପୂର୍ବରୁ ମଧ୍ୟ ଜଣେ ବିଧାୟକ ଭାବେ ସେ ଏକ ଆନ୍ଦୋଳନ ସମୟରେ ରିଭଲ୍‌ଭର ପ୍ରଦର୍ଶନ କରି ଚର୍ଚ୍ଚାରେ ଆସିଥିଲେ । ମୁଖ୍ୟମନ୍ତ୍ରୀ ଦେବେନ୍ଦ୍ର ଫଡ଼ନବିସ ଏହି ଘଟଣା ସମ୍ପର୍କରେ ରିପୋର୍ଟ ମାଗିଛନ୍ତି । ଭାଜପା ରାଜ୍ୟ ନେତୃତ୍ୱ ମଧ୍ୟ ମନ୍ତ୍ରୀଙ୍କଠାରୁ ସ୍ପଷ୍ଟୀକରଣ ଲୋଡ଼ିଛି । ବିରୋଧୀ ଦଳ ବିଧାନସଭାରେ ଏହି ପ୍ରସଙ୍ଗ ଉଠାଇବାକୁ ନିଷ୍ପତ୍ତି ନେଇଛନ୍ତି । ଅଭିଭାବକମାନେ ମଧ୍ୟ ଏହି ଘଟଣାକୁ ନେଇ ଅସନ୍ତୋଷ ପ୍ରକାଶ କରିଛନ୍ତି । (474, 1248, 973, 1394)
map-city-label: BHP (1223, 1688, 1243, 1698)
table-cell-max: ୩୨.୨ (980, 1680, 1003, 1693)
table-cell-max: ୩୬.୭ (977, 1596, 1003, 1609)
bjp-body: ନୂଆଦିଲ୍ଲୀ,୩୦।୩- ଭାଜପା ବିଶ୍ୱର ସର୍ବବୃହତ୍ ରାଜନୈତିକ ଦଳର ମାନ୍ୟତା ଲାଭ କରିଛି । ସଦସ୍ୟତା ଅଭିଯାନ ପରେ ଦଳର ସଦସ୍ୟ ସଂଖ୍ୟା ୮ କୋଟି ଟପିଛି ବୋଲି ଦଳୀୟ ଅଧ୍ୟକ୍ଷ ଅମିତ ଶାହ ଘୋଷଣା କରିଛନ୍ତି । ଚୀନର କମ୍ୟୁନିଷ୍ଟ ପାର୍ଟିର ସଦସ୍ୟ ସଂଖ୍ୟା ୮.୬ କୋଟି ଥିବା ବେଳେ ଭାଜପା ଏହାକୁ ଟପିଯାଇଛି । (495, 1584, 743, 1664)
table-row (887, 1792, 1066, 1806)
table-row (887, 1736, 1066, 1750)
table-cell-place: ଚାନ୍ଦବାଲି (890, 1624, 924, 1636)
cyan-mark (258, 2265, 271, 2278)
table-row (887, 1750, 1066, 1763)
revolver-headline-box (258, 1156, 973, 1236)
table-cell-min: ୨୩.୦ (1038, 1778, 1063, 1791)
map-city-dot (1286, 1784, 1290, 1788)
office-phone-list (175, 2074, 1465, 2231)
table-cell-min: ୨୫.୪ (1041, 1903, 1063, 1916)
table-row (887, 1806, 1066, 1819)
masthead-underline (0, 67, 1474, 70)
table-cell-max: ୩୨.୦ (977, 1652, 1003, 1665)
table-cell-min: ୨୫.୨ (1042, 1875, 1063, 1888)
table-cell-min: ୨୧.୫ (1042, 1819, 1063, 1832)
map-city-dot (1335, 1892, 1339, 1896)
arrow-icon: ➘ (392, 313, 409, 334)
map-city-dot (1158, 1872, 1162, 1876)
page-number: ୪ (1378, 11, 1404, 56)
map-city-label: MBI (1144, 1742, 1163, 1752)
highlight-item: ➘ରାଜ୍ୟକୁ ଗଲେ ଏନ୍‌ଡିଆରଏଫ୍‌ର ୮ ଟିମ୍ (18, 280, 866, 334)
footer-box-line-3: ଓ ପ୍ରତିନିଧିଙ୍କ (38, 2142, 137, 2160)
nia-tag: ବର୍ଦ୍ଧମାନ ବିସ୍ଫୋରଣ (10, 1258, 108, 1309)
table-cell-max: ୩୬.୭ (977, 1693, 1003, 1706)
black-mark (741, 2265, 755, 2278)
map-city-label: PNE (1169, 1776, 1188, 1787)
table-cell-max: ୩୬.୦ (976, 1875, 1003, 1888)
bharat-ratna-body-col-3: ପଦ୍ମ ଭୂଷଣ ପାଇଥିବା ମଧ୍ୟରେ ସ୍ୱାମୀ ସତ୍ୟମିତ୍ରାନନ୍ଦ ଗିରି, ଏନ୍. ଗୋପାଲସ୍ୱାମୀ, ସୁଭାଷ କାଶ୍ୟପ, ମଞ୍ଜୁଳ ଭାର୍ଗବ, ଡେଭିଡ ଫ୍ରଲେ, ବିଲ୍ ଗେଟ୍ସ ଓ ମେଲିଣ୍ଡା ଗେଟ୍ସ ପ୍ରମୁଖ ରହିଛନ୍ତି । ପଦ୍ମଶ୍ରୀ ପାଇଥିବା ମଧ୍ୟରେ କ୍ରିକେଟର ମିଥାଲି ରାଜ, ବ୍ୟାଡମିଣ୍ଟନ ଖେଳାଳି ପି.ଭି. ସିନ୍ଧୁ, ଅରୁଣିମା ସିହ୍ନା, ସରଦାର ସିଂହ ପ୍ରମୁଖ ଅଛନ୍ତି । ପ୍ରଧାନମନ୍ତ୍ରୀ ନରେନ୍ଦ୍ର ମୋଦି, ଉପରାଷ୍ଟ୍ରପତି ହାମିଦ ଅନ୍‌ସାରୀ ଓ ଅନେକ କେନ୍ଦ୍ର ମନ୍ତ୍ରୀ ଉପସ୍ଥିତ ଥିଲେ । (1315, 629, 1465, 815)
table-row (887, 1693, 1066, 1707)
footer-box-line-2: ବିଭିନ୍ନ ଅଫିସ (43, 2112, 132, 2131)
highlight-item: ➘କେନ୍ଦ୍ର ଦେଲା ୨୦୦ କୋଟି ଟଙ୍କାର ସହାୟତା (392, 313, 726, 334)
table-row (887, 1638, 1066, 1652)
map-city-label: HYD (1223, 1781, 1244, 1792)
table-cell-min: ୨୩.୫ (1039, 1931, 1063, 1944)
table-cell-place: କୋରାପୁଟ (890, 1819, 928, 1832)
map-city-label: Kathmandu (1223, 1602, 1280, 1613)
table-cell-min: ୨୫.୪ (1041, 1680, 1063, 1693)
grey-scale-bar (983, 2263, 1042, 2278)
table-cell-min: ୨୩.୩ (1037, 1722, 1063, 1735)
table-cell-min: ୨୧.୫ (1042, 1917, 1063, 1929)
temperature-table-body (887, 1596, 1066, 1959)
bharat-ratna-subhead-box (1005, 576, 1465, 619)
yellow-mark (1205, 2265, 1219, 2278)
map-city-label: JPR (1184, 1643, 1199, 1654)
